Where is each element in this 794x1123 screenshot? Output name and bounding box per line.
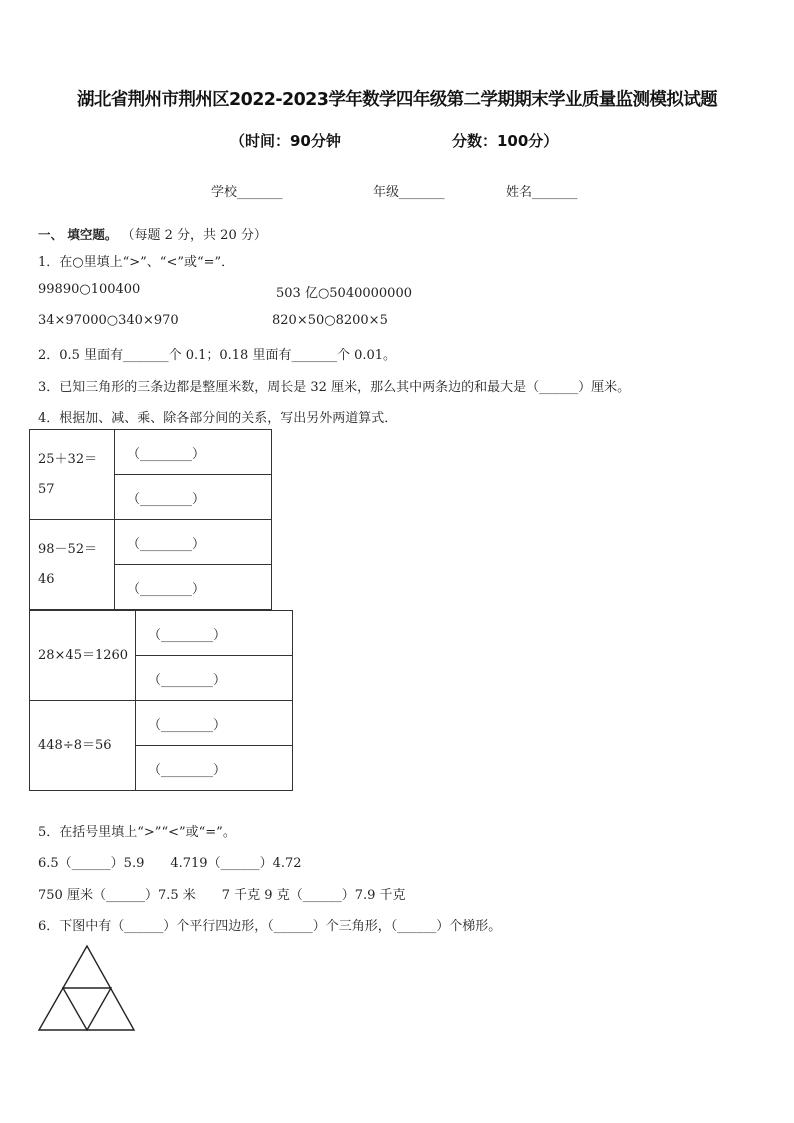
q5-prompt: 5．在括号里填上“>”“<”或“=”。 (38, 825, 236, 840)
answer-blank[interactable]: （________） (136, 701, 293, 746)
answer-blank[interactable]: （________） (115, 565, 272, 610)
grade-field: 年级_______ (373, 185, 445, 200)
section-heading (38, 224, 267, 243)
section-label: 一、 填空题。 (38, 227, 118, 242)
q4-equation-4: 448÷8＝56 (30, 701, 136, 791)
q4-equation-1: 25＋32＝ 57 (30, 430, 115, 520)
q3-text: 3．已知三角形的三条边都是整厘米数，周长是 32 厘米，那么其中两条边的和最大是（______）厘米。 (38, 380, 631, 395)
q4-table-bottom (29, 610, 293, 791)
answer-blank[interactable]: （________） (136, 656, 293, 701)
triangle-figure (36, 942, 138, 1034)
exam-title: 湖北省荆州市荆州区2022-2023学年数学四年级第二学期期末学业质量监测模拟试题 (76, 90, 718, 110)
q4-equation-2: 98－52＝ 46 (30, 520, 115, 610)
q5-line-2: 750 厘米（______）7.5 米 7 千克 9 克（______）7.9 千克 (38, 888, 406, 903)
inner-triangle (63, 988, 111, 1030)
q6-text: 6．下图中有（______）个平行四边形，（______）个三角形，（______）个梯形。 (38, 919, 502, 934)
exam-time: （时间：90分钟 (230, 132, 341, 150)
name-field: 姓名_______ (506, 185, 578, 200)
q1-item-c: 34×97000○340×970 (38, 313, 179, 328)
section-note: （每题 2 分，共 20 分） (121, 228, 267, 243)
q4-prompt: 4．根据加、减、乘、除各部分间的关系，写出另外两道算式． (38, 411, 398, 426)
q1-prompt: 1．在○里填上“>”、“<”或“=”． (38, 255, 235, 270)
answer-blank[interactable]: （________） (136, 746, 293, 791)
q4-equation-3: 28×45＝1260 (30, 611, 136, 701)
exam-score: 分数：100分） (452, 132, 559, 150)
q2-text: 2．0.5 里面有_______个 0.1；0.18 里面有_______个 0.01。 (38, 348, 397, 363)
q1-item-a: 99890○100400 (38, 282, 141, 297)
answer-blank[interactable]: （________） (136, 611, 293, 656)
answer-blank[interactable]: （________） (115, 475, 272, 520)
school-field: 学校_______ (211, 185, 283, 200)
q1-item-d: 820×50○8200×5 (272, 313, 388, 328)
answer-blank[interactable]: （________） (115, 520, 272, 565)
q5-line-1: 6.5（______）5.9 4.719（______）4.72 (38, 856, 302, 871)
answer-blank[interactable]: （________） (115, 430, 272, 475)
q4-table-top (29, 429, 272, 610)
q1-item-b: 503 亿○5040000000 (276, 286, 412, 301)
